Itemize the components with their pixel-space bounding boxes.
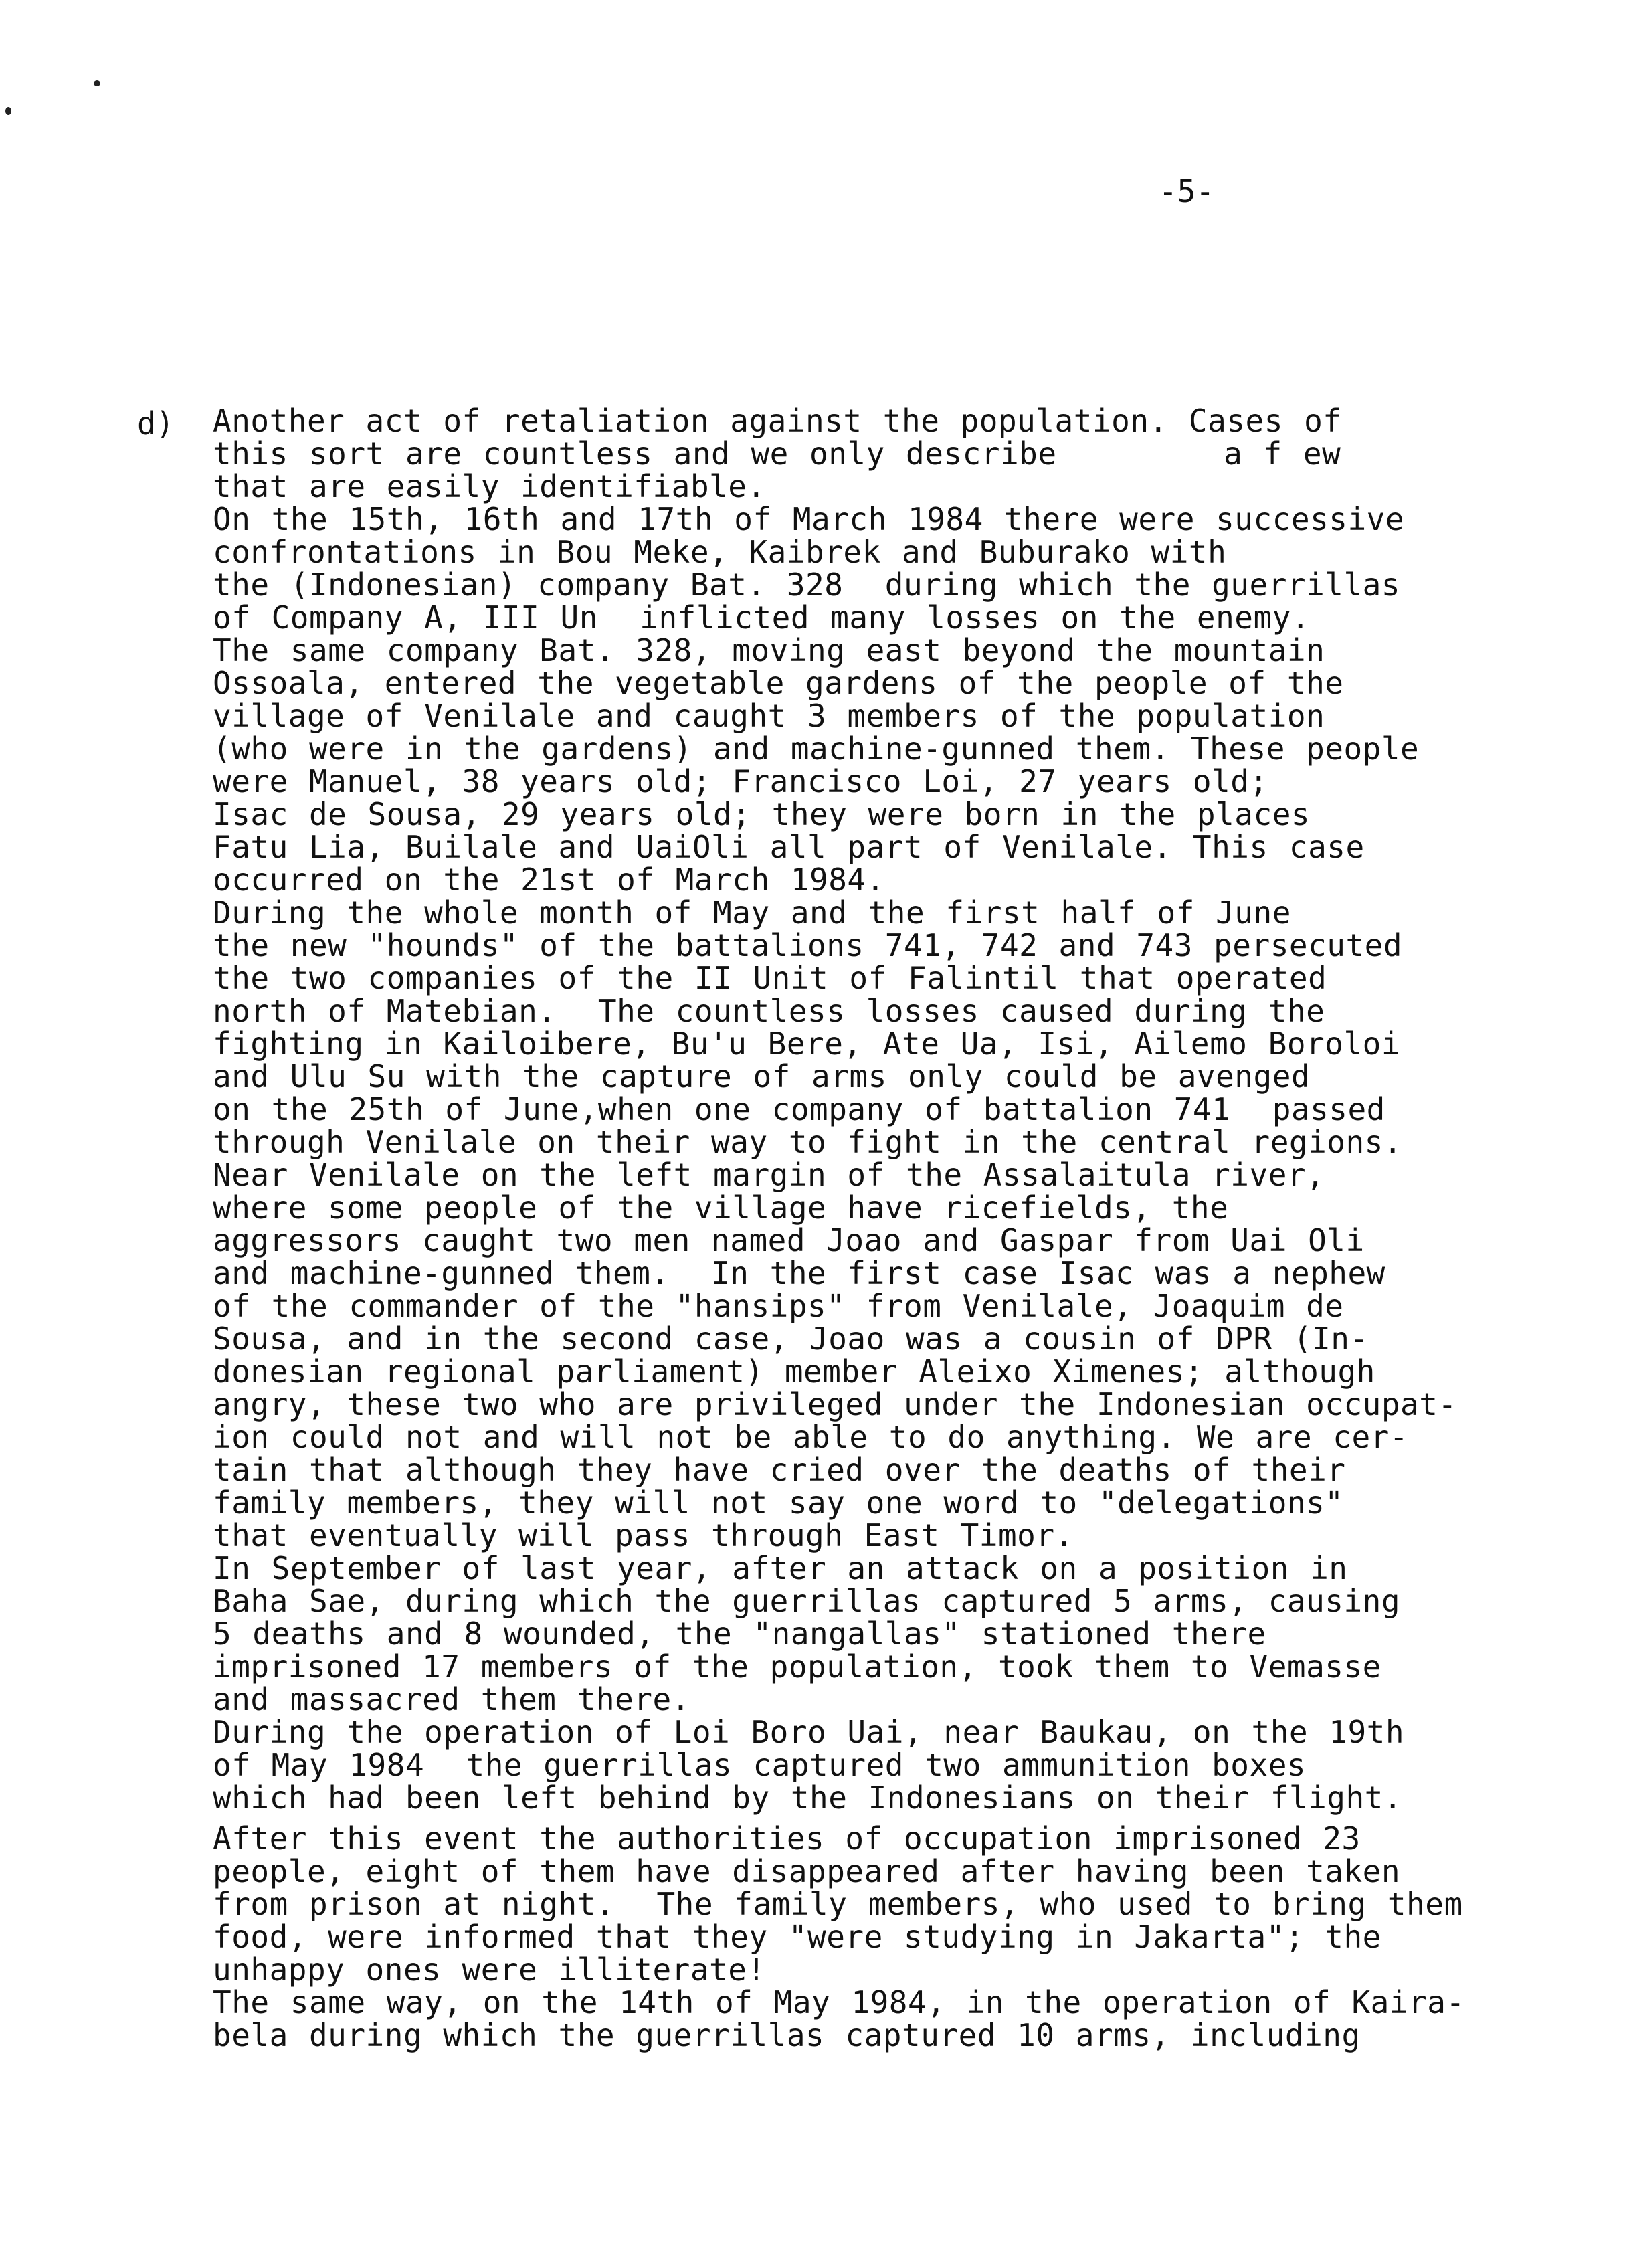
- text-line: and machine-gunned them. In the first case Isac was a nephew: [213, 1255, 1385, 1291]
- text-line: During the whole month of May and the first half of June: [213, 894, 1291, 931]
- text-line: Near Venilale on the left margin of the Assalaitula river,: [213, 1157, 1325, 1193]
- text-line: were Manuel, 38 years old; Francisco Loi, 27 years old;: [213, 763, 1268, 799]
- text-line: unhappy ones were illiterate!: [213, 1952, 766, 1988]
- scan-speck: [94, 80, 100, 86]
- text-line: Sousa, and in the second case, Joao was a cousin of DPR (In-: [213, 1321, 1369, 1357]
- body-text: [213, 405, 1604, 2052]
- text-line: the two companies of the II Unit of Falintil that operated: [213, 960, 1327, 996]
- text-line: that eventually will pass through East Timor.: [213, 1517, 1074, 1553]
- text-line: the new "hounds" of the battalions 741, 742 and 743 persecuted: [213, 927, 1403, 963]
- text-line: (who were in the gardens) and machine-gunned them. These people: [213, 731, 1420, 767]
- text-line: confrontations in Bou Meke, Kaibrek and Buburako with: [213, 534, 1227, 570]
- text-line: 5 deaths and 8 wounded, the "nangallas" stationed there: [213, 1616, 1266, 1652]
- text-line: During the operation of Loi Boro Uai, near Baukau, on the 19th: [213, 1714, 1405, 1750]
- text-line: food, were informed that they "were studying in Jakarta"; the: [213, 1919, 1381, 1955]
- text-line: aggressors caught two men named Joao and Gaspar from Uai Oli: [213, 1222, 1365, 1258]
- scan-speck: [5, 107, 11, 115]
- text-line: Baha Sae, during which the guerrillas captured 5 arms, causing: [213, 1583, 1401, 1619]
- text-line: Isac de Sousa, 29 years old; they were born in the places: [213, 796, 1311, 832]
- text-line: of May 1984 the guerrillas captured two ammunition boxes: [213, 1747, 1307, 1783]
- text-line: the (Indonesian) company Bat. 328 during which the guerrillas: [213, 567, 1401, 603]
- text-line: that are easily identifiable.: [213, 468, 766, 504]
- text-line: from prison at night. The family members, who used to bring them: [213, 1886, 1463, 1922]
- text-line: on the 25th of June,when one company of battalion 741 passed: [213, 1091, 1385, 1127]
- text-line: imprisoned 17 members of the population, took them to Vemasse: [213, 1648, 1381, 1685]
- text-line: The same company Bat. 328, moving east beyond the mountain: [213, 632, 1325, 668]
- text-line: Fatu Lia, Builale and UaiOli all part of Venilale. This case: [213, 829, 1365, 865]
- text-line: angry, these two who are privileged under the Indonesian occupat-: [213, 1386, 1457, 1422]
- text-line: of Company A, III Un inflicted many losses on the enemy.: [213, 599, 1311, 636]
- text-line: In September of last year, after an attack on a position in: [213, 1550, 1348, 1586]
- text-line: people, eight of them have disappeared after having been taken: [213, 1853, 1401, 1889]
- text-line: After this event the authorities of occupation imprisoned 23: [213, 1820, 1361, 1857]
- text-line: ion could not and will not be able to do anything. We are cer-: [213, 1419, 1409, 1455]
- text-line: bela during which the guerrillas captured 10 arms, including: [213, 2017, 1361, 2053]
- text-line: of the commander of the "hansips" from Venilale, Joaquim de: [213, 1288, 1344, 1324]
- text-line: where some people of the village have ricefields, the: [213, 1190, 1229, 1226]
- text-line: Ossoala, entered the vegetable gardens of the people of the: [213, 665, 1344, 701]
- text-line: which had been left behind by the Indonesians on their flight.: [213, 1780, 1403, 1816]
- text-line: village of Venilale and caught 3 members of the population: [213, 698, 1325, 734]
- text-line: donesian regional parliament) member Aleixo Ximenes; although: [213, 1353, 1375, 1390]
- text-line: On the 15th, 16th and 17th of March 1984 there were successive: [213, 501, 1405, 537]
- text-line: fighting in Kailoibere, Bu'u Bere, Ate Ua, Isi, Ailemo Boroloi: [213, 1026, 1401, 1062]
- text-line: and Ulu Su with the capture of arms only could be avenged: [213, 1058, 1311, 1095]
- text-line: family members, they will not say one word to "delegations": [213, 1485, 1344, 1521]
- text-line: occurred on the 21st of March 1984.: [213, 862, 885, 898]
- text-line: tain that although they have cried over the deaths of their: [213, 1452, 1346, 1488]
- text-line: north of Matebian. The countless losses caused during the: [213, 993, 1325, 1029]
- section-marker: d): [137, 405, 175, 442]
- text-line: The same way, on the 14th of May 1984, in the operation of Kaira-: [213, 1984, 1465, 2020]
- text-line: Another act of retaliation against the population. Cases of: [213, 403, 1342, 439]
- page-number: -5-: [1159, 173, 1215, 209]
- text-line: this sort are countless and we only describe a f ew: [213, 436, 1341, 472]
- text-line: through Venilale on their way to fight in the central regions.: [213, 1124, 1403, 1160]
- text-line: and massacred them there.: [213, 1681, 690, 1717]
